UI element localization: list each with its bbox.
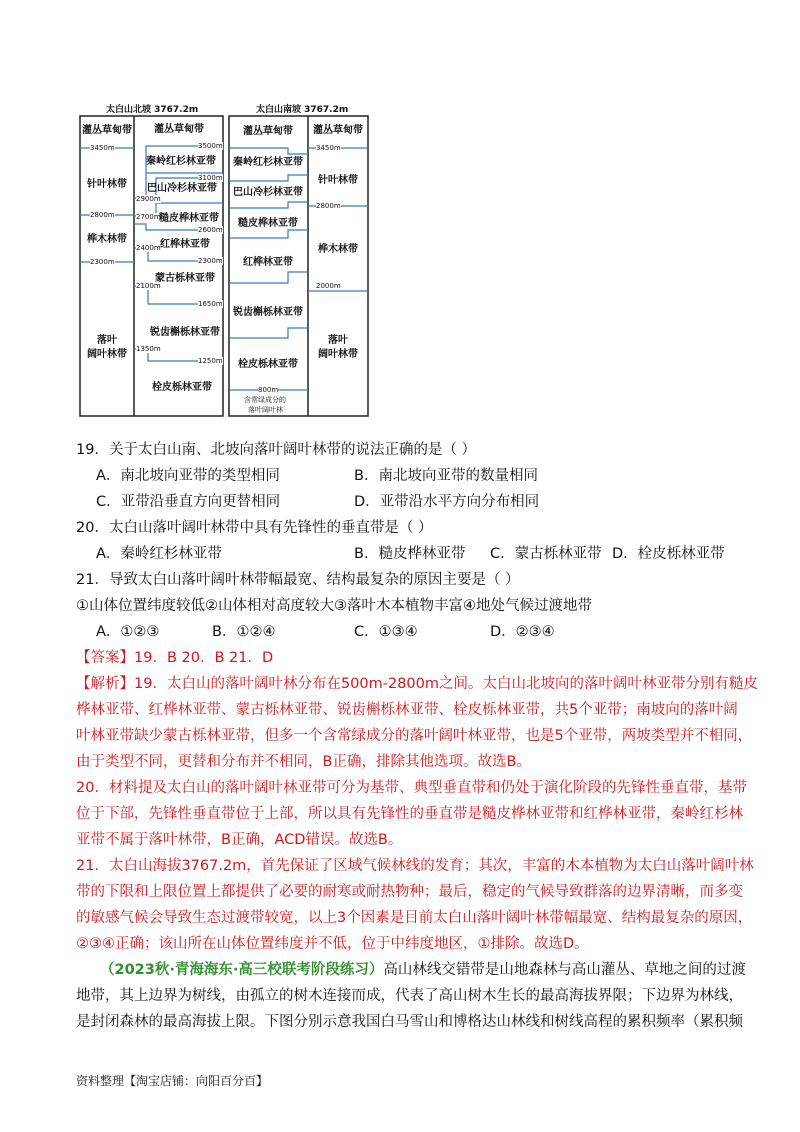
analysis-line: 的敏感气候会导致生态过渡带较宽，以上3个因素是目前太白山落叶阔叶林带幅最宽、结构最复杂的原因， [76, 910, 753, 926]
analysis-line: ②③④正确；该山所在山体位置纬度并不低，位于中纬度地区，①排除。故选D。 [76, 936, 589, 952]
south-subbelt-label: 栓皮栎林亚带 [238, 359, 298, 370]
north-subbelt-label: 栓皮栎林亚带 [152, 382, 212, 393]
north-altitude-label: 1250m [198, 357, 223, 365]
question-21-items: ①山体位置纬度较低②山体相对高度较大③落叶木本植物丰富④地处气候过渡地带 [76, 598, 592, 614]
question-21-option-c: C．①③④ [354, 624, 418, 640]
north-subbelt-label: 红桦林亚带 [160, 239, 210, 250]
south-belt-label: 灌丛草甸带 [313, 125, 363, 136]
analysis-line: 亚带不属于落叶林带，B正确，ACD错误。故选B。 [76, 832, 403, 848]
question-21-option-a: A．①②③ [96, 624, 160, 640]
analysis-line: 21．太白山海拔3767.2m，首先保证了区域气候林线的发育；其次，丰富的木本植物为太白山落叶阔叶林 [76, 858, 754, 874]
north-belt-label: 落叶 [97, 335, 117, 346]
analysis-line: 由于类型不同，更替和分布并不相同，B正确，排除其他选项。故选B。 [76, 754, 531, 770]
north-altitude-label: 2100m [136, 282, 161, 290]
question-20-option-a: A．秦岭红杉林亚带 [96, 546, 222, 562]
north-altitude-label: 2700m [136, 213, 161, 221]
next-passage-text: 是封闭森林的最高海拔上限。下图分别示意我国白马雪山和博格达山林线和树线高程的累积频率（累积频 [76, 1014, 743, 1030]
south-belt-label: 桦木林带 [318, 244, 358, 255]
next-passage-source: （2023秋·青海海东·高三校联考阶段练习） [100, 962, 384, 978]
question-19-option-a: A．南北坡向亚带的类型相同 [96, 468, 280, 484]
north-subbelt-label: 秦岭红杉林亚带 [146, 156, 216, 167]
south-subbelt-label: 锐齿槲栎林亚带 [233, 307, 303, 318]
south-subbelt-label: 灌丛草甸带 [243, 126, 293, 137]
analysis-line: 位于下部，先锋性垂直带位于上部，所以具有先锋性的垂直带是糙皮桦林亚带和红桦林亚带，秦岭红杉林 [76, 806, 743, 822]
south-altitude-label: 3450m [316, 144, 341, 152]
question-21-option-d: D．②③④ [490, 624, 555, 640]
south-bottom-note: 落叶阔叶林 [248, 406, 283, 414]
north-subbelt-label: 糙皮桦林亚带 [159, 213, 219, 224]
north-subbelt-label: 灌丛草甸带 [154, 124, 204, 135]
south-subbelt-label: 红桦林亚带 [243, 257, 293, 268]
north-subbelt-label: 锐齿槲栎林亚带 [150, 327, 220, 338]
south-altitude-label: 2000m [316, 282, 341, 290]
north-belt-label: 阔叶林带 [87, 349, 127, 360]
next-passage-text: 地带，其上边界为树线，由孤立的树木连接而成，代表了高山树木生长的最高海拔界限；下边界为林线， [76, 988, 743, 1004]
south-belt-label: 落叶 [328, 335, 348, 346]
north-altitude-label: 2600m [198, 226, 223, 234]
south-bottom-note: 含常绿成分的 [244, 396, 286, 404]
north-altitude-label: 3100m [198, 174, 223, 182]
north-altitude-label: 2800m [90, 211, 115, 219]
analysis-line: 带的下限和上限位置上都提供了必要的耐寒或耐热物种；最后，稳定的气候导致群落的边界清晰，而多变 [76, 884, 743, 900]
north-subbelt-label: 蒙古栎林亚带 [155, 273, 215, 284]
answer-line: 【答案】19．B 20．B 21．D [76, 650, 274, 666]
south-altitude-label: 800m [258, 386, 279, 394]
question-19-option-d: D．亚带沿水平方向分布相同 [354, 494, 540, 510]
next-passage-first-line [100, 960, 746, 980]
south-subbelt-label: 秦岭红杉林亚带 [233, 157, 303, 168]
question-20-option-d: D．栓皮栎林亚带 [612, 546, 725, 562]
north-altitude-label: 1650m [198, 300, 223, 308]
question-21-option-b: B．①②④ [212, 624, 276, 640]
question-20-option-c: C．蒙古栎林亚带 [490, 546, 602, 562]
south-altitude-label: 2800m [316, 202, 341, 210]
north-slope-title: 太白山北坡 3767.2m [106, 105, 199, 115]
question-20-option-b: B．糙皮桦林亚带 [354, 546, 466, 562]
south-subbelt-label: 巴山冷杉林亚带 [233, 187, 303, 198]
south-belt-label: 阔叶林带 [318, 349, 358, 360]
next-passage-text: 高山林线交错带是山地森林与高山灌丛、草地之间的过渡 [383, 962, 746, 978]
question-19-stem: 19．关于太白山南、北坡向落叶阔叶林带的说法正确的是（ ） [76, 442, 477, 458]
question-21-stem: 21．导致太白山落叶阔叶林带幅最宽、结构最复杂的原因主要是（ ） [76, 572, 520, 588]
question-20-stem: 20．太白山落叶阔叶林带中具有先锋性的垂直带是（ ） [76, 520, 433, 536]
north-altitude-label: 1350m [136, 345, 161, 353]
question-19-option-c: C．亚带沿垂直方向更替相同 [96, 494, 281, 510]
analysis-line: 【解析】19．太白山的落叶阔叶林分布在500m-2800m之间。太白山北坡向的落叶阔叶林亚带分别有糙皮 [76, 676, 759, 692]
south-subbelt-label: 糙皮桦林亚带 [238, 218, 298, 229]
south-slope-title: 太白山南坡 3767.2m [256, 105, 349, 115]
analysis-line: 叶林亚带缺少蒙古栎林亚带，但多一个含常绿成分的落叶阔叶林亚带，也是5个亚带，两坡类型并不相同， [76, 728, 753, 744]
vegetation-belt-diagram [76, 98, 370, 420]
north-subbelt-label: 巴山冷杉林亚带 [147, 183, 217, 194]
north-altitude-label: 3450m [90, 144, 115, 152]
analysis-line: 桦林亚带、红桦林亚带、蒙古栎林亚带、锐齿槲栎林亚带、栓皮栎林亚带，共5个亚带；南坡向的落叶阔 [76, 702, 738, 718]
north-belt-label: 灌丛草甸带 [82, 125, 132, 136]
analysis-line: 20．材料提及太白山的落叶阔叶林亚带可分为基带、典型垂直带和仍处于演化阶段的先锋性垂直带，基带 [76, 780, 747, 796]
north-altitude-label: 2300m [90, 258, 115, 266]
question-19-option-b: B．南北坡向亚带的数量相同 [354, 468, 538, 484]
north-altitude-label: 2900m [136, 195, 161, 203]
north-altitude-label: 3500m [198, 142, 223, 150]
north-belt-label: 针叶林带 [87, 179, 127, 190]
north-altitude-label: 2300m [198, 257, 223, 265]
north-altitude-label: 2400m [136, 244, 161, 252]
south-belt-label: 针叶林带 [318, 175, 358, 186]
north-belt-label: 桦木林带 [87, 234, 127, 245]
page-footer: 资料整理【淘宝店铺：向阳百分百】 [76, 1074, 269, 1088]
